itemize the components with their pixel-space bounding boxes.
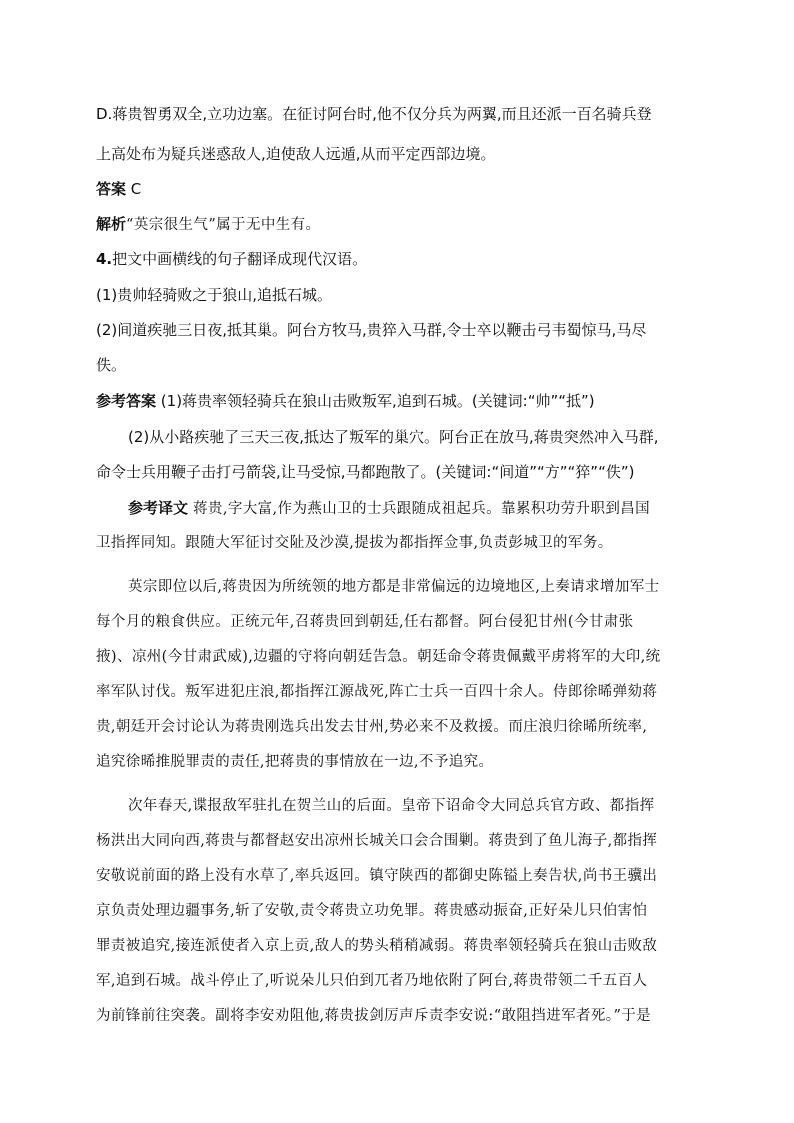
analysis-label: 解析 — [96, 215, 127, 233]
translation-p1-line-2: 卫指挥同知。跟随大军征讨交阯及沙漠,提拔为都指挥佥事,负责彭城卫的军务。 — [96, 535, 613, 551]
translation-p1-line-1 — [128, 498, 738, 519]
analysis-line — [96, 214, 706, 235]
analysis-text: “英宗很生气”属于无中生有。 — [126, 217, 321, 233]
reference-answer-2-line-1: (2)从小路疾驰了三天三夜,抵达了叛军的巢穴。阿台正在放马,蒋贵突然冲入马群, — [128, 428, 659, 446]
translation-p3-line-7: 为前锋前往突袭。副将李安劝阻他,蒋贵拔剑厉声斥责李安说:“敢阻挡进军者死。”于是 — [96, 1008, 652, 1024]
answer-value: C — [130, 180, 142, 198]
translation-p2-line-1: 英宗即位以后,蒋贵因为所统领的地方都是非常偏远的边境地区,上奏请求增加军士 — [128, 579, 660, 595]
question-4 — [96, 249, 706, 269]
translation-p3-line-2: 杨洪出大同向西,蒋贵与都督赵安出凉州长城关口会合围剿。蒋贵到了鱼儿海子,都指挥 — [96, 833, 658, 849]
translation-label: 参考译文 — [128, 499, 189, 517]
question-4-item-2-line-2: 佚。 — [96, 356, 127, 374]
translation-p2-line-6: 追究徐晞推脱罪责的责任,把蒋贵的事情放在一边,不予追究。 — [96, 754, 494, 770]
question-number: 4. — [96, 250, 113, 268]
translation-p3-line-6: 军,追到石城。战斗停止了,听说朵儿只伯到兀者乃地依附了阿台,蒋贵带领二千五百人 — [96, 973, 648, 989]
translation-p3-line-3: 安敬说前面的路上没有水草了,率兵返回。镇守陕西的都御史陈镒上奏告状,尚书王骥出 — [96, 868, 658, 884]
reference-answer-1-text: (1)蒋贵率领轻骑兵在狼山击败叛军,追到石城。(关键词:“帅”“抵”) — [160, 392, 595, 410]
translation-p3-line-4: 京负责处理边疆事务,斩了安敬,责令蒋贵立功免罪。蒋贵感动振奋,正好朵儿只伯害怕 — [96, 903, 648, 919]
reference-answer-label: 参考答案 — [96, 392, 157, 410]
option-d-line-2: 上高处布为疑兵迷惑敌人,迫使敌人远遁,从而平定西部边境。 — [96, 145, 496, 163]
reference-answer-2-line-2: 命令士兵用鞭子击打弓箭袋,让马受惊,马都跑散了。(关键词:“间道”“方”“猝”“佚”) — [96, 463, 635, 481]
translation-p2-line-4: 率军队讨伐。叛军进犯庄浪,都指挥江源战死,阵亡士兵一百四十余人。侍郎徐晞弹劾蒋 — [96, 684, 658, 700]
answer-label: 答案 — [96, 180, 127, 198]
translation-p1-line-1-text: 蒋贵,字大富,作为燕山卫的士兵跟随成祖起兵。靠累积功劳升职到昌国 — [193, 501, 651, 517]
translation-p2-line-2: 每个月的粮食供应。正统元年,召蒋贵回到朝廷,任右都督。阿台侵犯甘州(今甘肃张 — [96, 614, 634, 630]
translation-p2-line-5: 贵,朝廷开会讨论认为蒋贵刚选兵出发去甘州,势必来不及救援。而庄浪归徐晞所统率, — [96, 719, 648, 735]
answer-line — [96, 179, 706, 199]
reference-answer-1 — [96, 391, 706, 411]
question-text: 把文中画横线的句子翻译成现代汉语。 — [112, 250, 368, 268]
translation-p2-line-3: 掖)、凉州(今甘肃武威),边疆的守将向朝廷告急。朝廷命令蒋贵佩戴平虏将军的大印,统 — [96, 649, 661, 665]
question-4-item-2-line-1: (2)间道疾驰三日夜,抵其巢。阿台方牧马,贵猝入马群,令士卒以鞭击弓韦蜀惊马,马尽 — [96, 321, 647, 339]
option-d-line-1: D.蒋贵智勇双全,立功边塞。在征讨阿台时,他不仅分兵为两翼,而且还派一百名骑兵登 — [96, 105, 652, 123]
translation-p3-line-5: 罪责被追究,接连派使者入京上贡,敌人的势头稍稍减弱。蒋贵率领轻骑兵在狼山击败敌 — [96, 938, 658, 954]
question-4-item-1: (1)贵帅轻骑败之于狼山,追抵石城。 — [96, 286, 333, 304]
translation-p3-line-1: 次年春天,谍报敌军驻扎在贺兰山的后面。皇帝下诏命令大同总兵官方政、都指挥 — [128, 798, 655, 814]
